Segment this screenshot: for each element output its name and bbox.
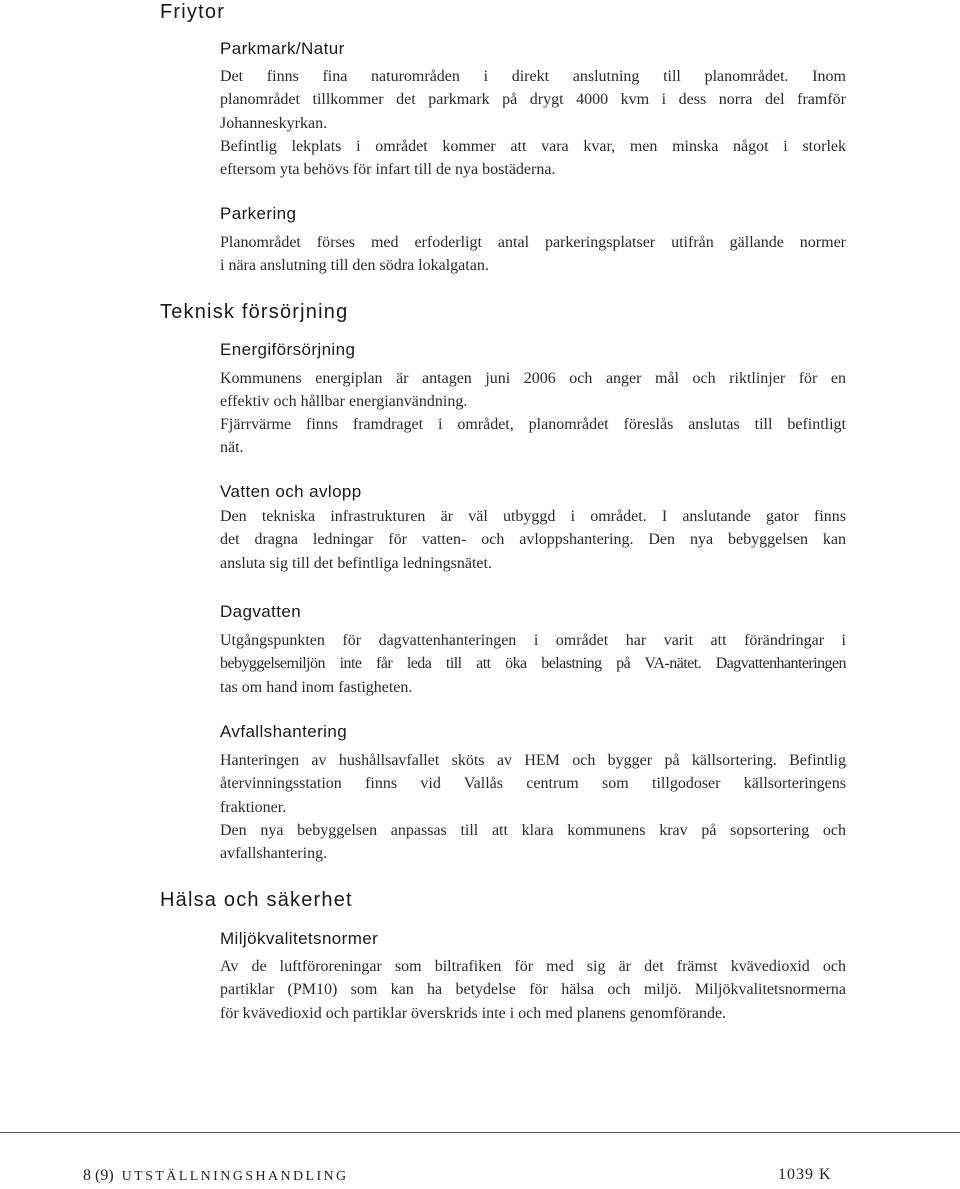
document-type: UTSTÄLLNINGSHANDLING (121, 1169, 349, 1184)
text-line: effektiv och hållbar energianvändning. (220, 393, 468, 411)
paragraph-energi-2 (220, 413, 846, 460)
footer-divider (0, 1132, 960, 1133)
text-line: Johanneskyrkan. (220, 114, 328, 132)
text-line: planområdet tillkommer det parkmark på drygt 4000 kvm i dess norra del framför (220, 91, 846, 109)
heading-dagvatten: Dagvatten (220, 602, 302, 621)
heading-parkmark: Parkmark/Natur (220, 39, 345, 58)
paragraph-parkmark-1 (220, 65, 846, 135)
text-line: partiklar (PM10) som kan ha betydelse för hälsa och miljö. Miljökvalitetsnormerna (220, 981, 846, 999)
text-line: Den nya bebyggelsen anpassas till att klara kommunens krav på sopsortering och (220, 822, 846, 839)
paragraph-vatten (220, 505, 846, 575)
text-line: Av de luftföroreningar som biltrafiken för med sig är det främst kvävedioxid och (220, 958, 846, 975)
paragraph-dagvatten (220, 629, 846, 699)
text-line: det dragna ledningar för vatten- och avloppshantering. Den nya bebyggelsen kan (220, 531, 846, 549)
text-line: avfallshantering. (220, 845, 328, 863)
section-title-teknisk: Teknisk försörjning (160, 301, 349, 323)
text-line: eftersom yta behövs för infart till de nya bostäderna. (220, 161, 556, 179)
section-title-friytor: Friytor (160, 1, 226, 23)
paragraph-miljo (220, 955, 846, 1025)
heading-avfall: Avfallshantering (220, 722, 348, 741)
text-line: Hanteringen av hushållsavfallet sköts av HEM och bygger på källsortering. Befintlig (220, 752, 846, 769)
text-line: bebyggelsemiljön inte får leda till att öka belastning på VA-nätet. Dagvattenhanteringen (220, 655, 846, 673)
text-line: för kvävedioxid och partiklar överskrids inte i och med planens genomförande. (220, 1004, 727, 1022)
text-line: ansluta sig till det befintliga ledningsnätet. (220, 554, 492, 572)
text-line: Fjärrvärme finns framdraget i området, planområdet föreslås anslutas till befintligt (220, 416, 846, 433)
text-line: Befintlig lekplats i området kommer att vara kvar, men minska något i storlek (220, 138, 846, 155)
footer-left (83, 1167, 349, 1185)
paragraph-energi-1 (220, 367, 846, 414)
text-line: Den tekniska infrastrukturen är väl utbyggd i området. I anslutande gator finns (220, 508, 846, 525)
text-line: Kommunens energiplan är antagen juni 2006 och anger mål och riktlinjer för en (220, 370, 846, 387)
text-line: återvinningsstation finns vid Vallås centrum som tillgodoser källsorteringens (220, 775, 846, 793)
text-line: Det finns fina naturområden i direkt anslutning till planområdet. Inom (220, 68, 846, 85)
page-number: 8 (9) (83, 1167, 114, 1184)
text-line: fraktioner. (220, 798, 287, 816)
heading-energi: Energiförsörjning (220, 340, 356, 359)
text-line: tas om hand inom fastigheten. (220, 678, 413, 696)
text-line: nät. (220, 439, 244, 457)
paragraph-parkering (220, 231, 846, 278)
paragraph-avfall-2 (220, 819, 846, 866)
section-title-halsa: Hälsa och säkerhet (160, 889, 353, 911)
paragraph-avfall-1 (220, 749, 846, 819)
text-line: Planområdet förses med erfoderligt antal parkeringsplatser utifrån gällande normer (220, 234, 846, 251)
heading-parkering: Parkering (220, 204, 297, 223)
text-line: Utgångspunkten för dagvattenhanteringen i området har varit att förändringar i (220, 632, 846, 649)
paragraph-parkmark-2 (220, 135, 846, 182)
heading-miljo: Miljökvalitetsnormer (220, 929, 379, 948)
document-id: 1039 K (778, 1166, 832, 1183)
heading-vatten: Vatten och avlopp (220, 482, 362, 501)
text-line: i nära anslutning till den södra lokalgatan. (220, 257, 489, 275)
